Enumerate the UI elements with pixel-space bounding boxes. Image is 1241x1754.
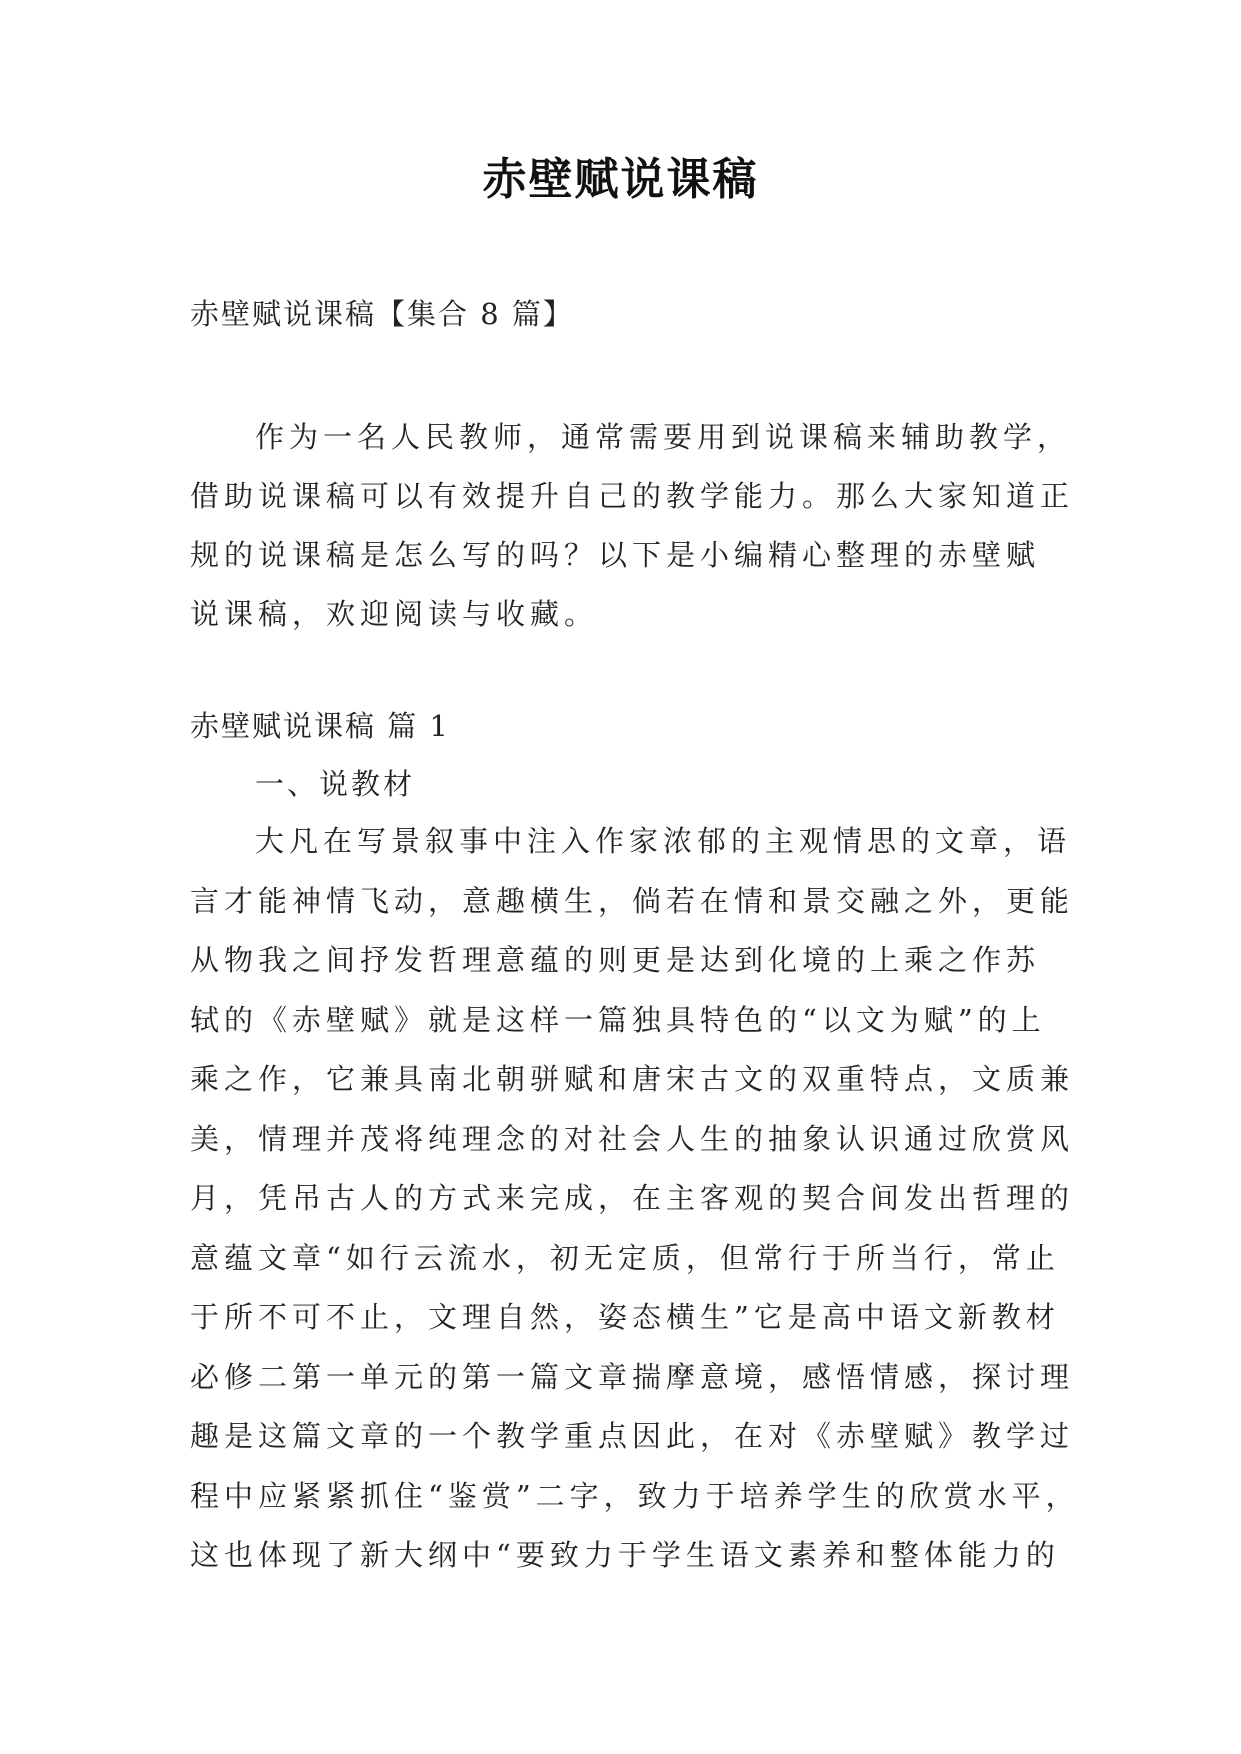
- document-subtitle: 赤壁赋说课稿【集合 8 篇】: [190, 297, 574, 331]
- body-line: 趣是这篇文章的一个教学重点因此，在对《赤壁赋》教学过: [190, 1419, 1075, 1453]
- intro-line: 说课稿，欢迎阅读与收藏。: [190, 597, 599, 631]
- body-line: 程中应紧紧抓住“鉴赏”二字，致力于培养学生的欣赏水平，: [190, 1478, 1080, 1513]
- body-line: 言才能神情飞动，意趣横生，倘若在情和景交融之外，更能: [190, 883, 1075, 918]
- body-line: 轼的《赤壁赋》就是这样一篇独具特色的“以文为赋”的上: [190, 1002, 1046, 1037]
- body-line: 月，凭吊古人的方式来完成，在主客观的契合间发出哲理的: [190, 1181, 1075, 1215]
- body-line: 于所不可不止，文理自然，姿态横生”它是高中语文新教材: [190, 1300, 1060, 1334]
- body-line: 从物我之间抒发哲理意蕴的则更是达到化境的上乘之作苏: [190, 943, 1041, 977]
- page-title: 赤壁赋说课稿: [482, 154, 759, 205]
- body-line: 乘之作，它兼具南北朝骈赋和唐宋古文的双重特点，文质兼: [190, 1062, 1075, 1096]
- section-title: 赤壁赋说课稿 篇 1: [190, 709, 450, 743]
- body-line: 大凡在写景叙事中注入作家浓郁的主观情思的文章，语: [255, 824, 1072, 858]
- body-line: 意蕴文章“如行云流水，初无定质，但常行于所当行，常止: [190, 1240, 1060, 1275]
- body-line: 必修二第一单元的第一篇文章揣摩意境，感悟情感，探讨理: [190, 1359, 1075, 1394]
- body-line: 这也体现了新大纲中“要致力于学生语文素养和整体能力的: [190, 1538, 1060, 1572]
- intro-line: 作为一名人民教师，通常需要用到说课稿来辅助教学，: [255, 420, 1072, 454]
- body-paragraph: [190, 812, 1080, 1586]
- body-line: 美，情理并茂将纯理念的对社会人生的抽象认识通过欣赏风: [190, 1121, 1075, 1156]
- intro-line: 借助说课稿可以有效提升自己的教学能力。那么大家知道正: [190, 479, 1075, 513]
- intro-line: 规的说课稿是怎么写的吗？以下是小编精心整理的赤壁赋: [190, 538, 1041, 572]
- intro-paragraph: [190, 408, 1075, 644]
- section-heading: 一、说教材: [255, 767, 416, 801]
